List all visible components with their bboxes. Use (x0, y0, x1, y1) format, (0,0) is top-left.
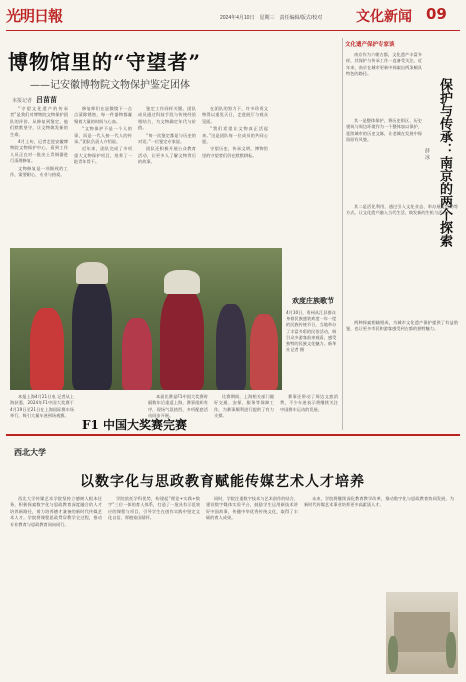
lead-paragraph: 近年来，团队完成了多项重大文物保护项目，培养了一批青年骨干。 (74, 146, 132, 165)
performer-figure (122, 318, 152, 390)
bottom-paragraph: 同时，学院注重数字技术与艺术创作的结合，建设数字媒体实验平台，鼓励学生运用新技术讲好中国故事，传播中华优秀传统文化，取得了丰硕的育人成果。 (206, 496, 298, 521)
page-number: 09 (426, 5, 447, 23)
photo-caption-text: 4月10日，贵州从江县群众身着民族盛装欢度一年一度的民族传统节日，当地举办了丰富多彩的民俗活动，吸引众多游客前来观看，感受独特的民族文化魅力。新华社记者 摄 (286, 310, 337, 353)
bottom-paragraph: 西北大学传媒艺术学院坚持立德树人根本任务，积极探索数字化与思政教育深度融合的人才培养新路径，着力培养德才兼备的新时代传媒艺术人才。学院将课程思政贯穿教学全过程，推动专业教育与思政教育同向同行。 (10, 496, 102, 527)
right-author: 薛 冰 (424, 148, 430, 160)
performer-figure (160, 288, 204, 390)
right-column-2 (346, 118, 422, 198)
campus-tree (446, 632, 456, 668)
bottom-column-1 (10, 496, 102, 676)
issue-meta: 2024年4月10日 星期三 责任编辑/版式/校对 (220, 15, 323, 21)
campus-building (394, 612, 450, 652)
bottom-column-3 (206, 496, 298, 676)
lead-paragraph: 文物修复是一项细致的工作，需要耐心、专业与热爱。 (10, 165, 68, 178)
performer-figure (30, 308, 64, 390)
lead-column-1 (10, 106, 68, 242)
byline-name: 吕苗苗 (36, 95, 58, 104)
masthead (6, 4, 460, 31)
f1-column-2b (148, 394, 208, 430)
performer-headdress (76, 262, 108, 284)
f1-column-4 (280, 394, 338, 430)
lead-paragraph: 在团队的努力下，许多珍贵文物得以重见天日，走进展厅与观众见面。 (202, 106, 268, 124)
performer-headdress (164, 270, 200, 294)
campus-photo (386, 592, 458, 674)
right-paragraph: 两种探索相辅相成，为城市文化遗产保护提供了有益借鉴，也让更多市民和游客感受到古都的独特魅力。 (346, 320, 458, 332)
right-column-4 (346, 320, 458, 426)
right-paragraph: 其二是活化利用，通过引入文化业态、举办展览活动等方式，让文化遗产融入当代生活，焕发新的生机与活力。 (346, 204, 458, 216)
lead-paragraph: “文物保护不是一个人的事，而是一代人接一代人的传承。”团队负责人介绍说。 (74, 126, 132, 145)
bottom-paragraph: 学院依托学科优势，构建起“理论+实践+数字”三位一体的育人体系，打造了一批具有示范效应的课程与项目，引导学生在创作实践中坚定文化自信、厚植家国情怀。 (108, 496, 200, 521)
f1-paragraph: 本届比赛是F1中国大奖赛时隔数年后重返上海，赛事组织有序，现场气氛热烈，多项配套活动同步开展。 (148, 394, 208, 419)
f1-article-title: F1 中国大奖赛完赛 (82, 418, 188, 432)
lead-paragraph: 守望历史，传承文明，博物馆里的守望者们仍在默默耕耘。 (202, 146, 268, 158)
festival-photo (10, 248, 282, 390)
lead-column-3 (138, 106, 196, 242)
f1-column-1 (10, 394, 74, 430)
right-section-label: 文化遗产保护专家谈 (345, 42, 395, 48)
lead-column-4 (202, 106, 268, 242)
right-paragraph: 其一是整体保护，将历史街区、历史建筑与周边环境作为一个整体加以保护，延续城市的历史文脉，让老城在发展中保留原有风貌。 (346, 118, 422, 143)
f1-column-3 (214, 394, 274, 430)
right-vertical-title: 保护与传承：南京的两个探索 (437, 78, 452, 247)
lead-paragraph: “每一次鉴定都是与历史的对话。”一位鉴定专家说。 (138, 132, 196, 145)
f1-paragraph: 比赛期间，上海相关部门做好交通、安保、服务等保障工作，为赛事顺利进行提供了有力支撑。 (214, 394, 274, 419)
campus-tree (388, 636, 398, 672)
bottom-paragraph: 未来，学院将继续深化教育教学改革，推动数字化与思政教育协同发展，为新时代传媒艺术事业培养更多高素质人才。 (304, 496, 454, 508)
photo-caption-title: 欢度庄族歌节 (292, 297, 334, 305)
bottom-column-2 (108, 496, 200, 676)
byline-prefix: 本报记者 (12, 98, 33, 104)
unit-label: 西北大学 (14, 448, 46, 457)
performer-figure (250, 314, 278, 390)
f1-paragraph: 本报上海4月21日电 记者从上海获悉，2024年F1中国大奖赛于4月19日至21日在上海国际赛车场举行，吸引大量车迷到场观赛。 (10, 394, 74, 419)
lead-article-title: 博物馆里的“守望者” (8, 50, 202, 74)
lead-paragraph: “守望文化遗产的传承者”是我们对博物院文物保护团队的评价。从修复到鉴定，他们默默坚守，让文物焕发新的生命。 (10, 106, 68, 137)
lead-paragraph: 4月上旬，记者走进安徽博物院文物保护中心，看到工作人员正在对一批出土青铜器进行清理修复。 (10, 139, 68, 164)
bottom-article-title: 以数字化与思政教育赋能传媒艺术人才培养 (80, 474, 365, 490)
lead-article-subtitle: ——记安徽博物院文物保护鉴定团体 (30, 80, 190, 91)
right-column-1 (346, 52, 422, 114)
lead-paragraph: “我们希望让文物真正活起来。”这是团队每一位成员的共同心愿。 (202, 126, 268, 145)
performer-figure (72, 276, 112, 390)
newspaper-logo: 光明日報 (6, 7, 63, 25)
section-divider (6, 434, 460, 436)
bottom-column-4 (304, 496, 454, 588)
right-paragraph: 南京作为六朝古都，文化遗产丰富多样，其保护与传承工作一直备受关注。近年来，南京在城市更新中探索出两条颇具特色的路径。 (346, 52, 422, 77)
lead-paragraph: 鉴定工作同样关键。团队成员通过科技手段与传统经验相结合，为文物确定年代与价值。 (138, 106, 196, 131)
performer-figure (216, 304, 246, 390)
lead-column-2 (74, 106, 132, 242)
f1-paragraph: 赛事还带动了周边文旅消费，不少车迷表示将继续关注中国赛车运动的发展。 (280, 394, 338, 412)
lead-paragraph: 修复师们在显微镜下一点点清除锈蚀，每一件器物都凝聚着大量的时间与心血。 (74, 106, 132, 124)
section-name: 文化新闻 (356, 9, 412, 25)
lead-article-byline (12, 95, 57, 105)
right-column-3 (346, 204, 458, 314)
lead-paragraph: 团队还积极开展公众教育活动，让更多人了解文物背后的故事。 (138, 146, 196, 165)
